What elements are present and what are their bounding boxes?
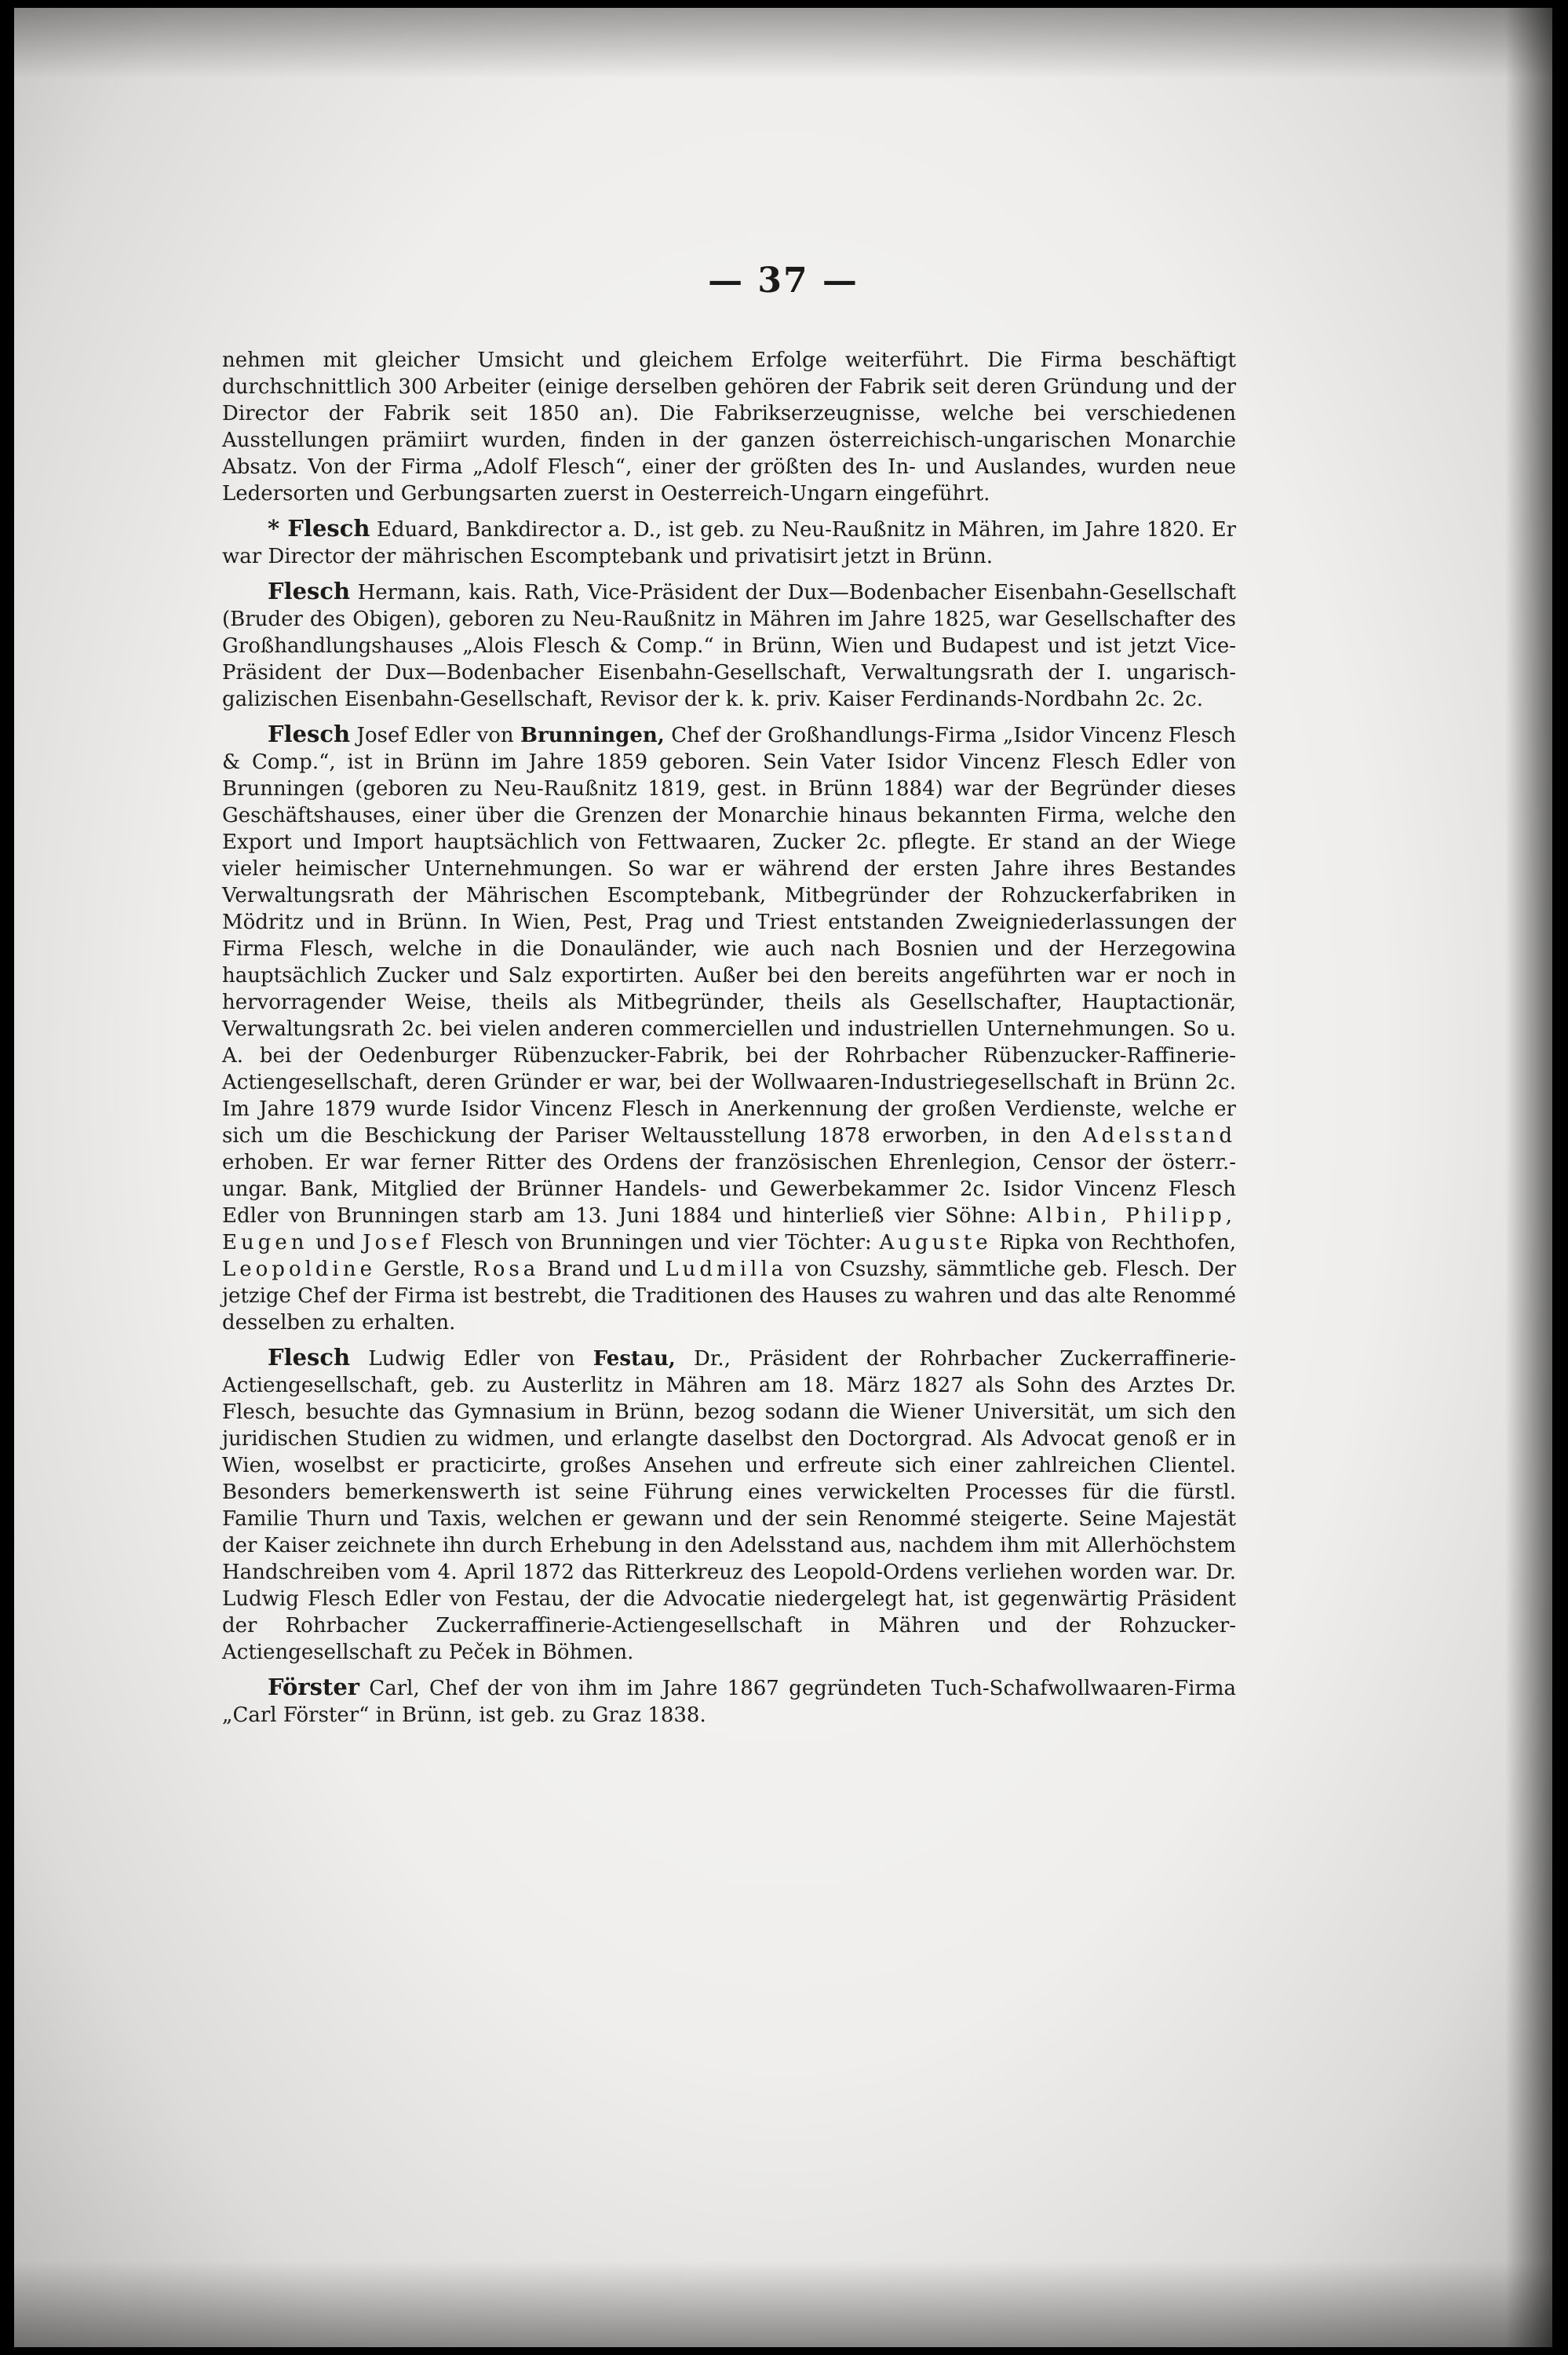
entry-text: Ludwig Edler von bbox=[368, 1347, 593, 1371]
spaced-word: Albin, Philipp, Eugen bbox=[222, 1204, 1236, 1254]
entry-text: Brand und bbox=[539, 1258, 665, 1281]
scan-shadow-top bbox=[14, 8, 1552, 78]
entry-text: Josef Edler von bbox=[356, 724, 520, 747]
scan-shadow-bottom bbox=[14, 2261, 1552, 2347]
entry-name: Förster bbox=[268, 1674, 360, 1700]
entry-name: * Flesch bbox=[268, 515, 370, 542]
text-body bbox=[222, 347, 1236, 1736]
entry-text: Carl, Chef der von ihm im Jahre 1867 gegründeten Tuch-Schafwollwaaren-Firma „Carl Förster“ in Brünn, ist geb. zu Graz 1838. bbox=[222, 1677, 1236, 1727]
entry-text: erhoben. Er war ferner Ritter des Ordens der französischen Ehrenlegion, Censor der österr.-ungar. Bank, Mitglied der Brünner Handels- und Gewerbekammer 2c. Isidor Vincenz Flesch Edler von Brunningen starb am 13. Juni 1884 und hinterließ vier Söhne: bbox=[222, 1151, 1236, 1228]
entry-text: Flesch von Brunningen und vier Töchter: bbox=[432, 1231, 880, 1254]
entry-text: Eduard, Bankdirector a. D., ist geb. zu Neu-Raußnitz in Mähren, im Jahre 1820. Er war Director der mährischen Escomptebank und privatisirt jetzt in Brünn. bbox=[222, 518, 1237, 568]
entry-name: Flesch bbox=[268, 721, 351, 747]
spaced-word: Adelsstand bbox=[1082, 1124, 1236, 1148]
spaced-word: Rosa bbox=[473, 1258, 540, 1281]
entry-carl-foerster bbox=[222, 1674, 1236, 1729]
entry-title-name: Festau, bbox=[593, 1347, 676, 1371]
scan-shadow-right bbox=[1505, 8, 1552, 2347]
entry-text: Chef der Großhandlungs-Firma „Isidor Vincenz Flesch & Comp.“, ist in Brünn im Jahre 1859 geboren. Sein Vater Isidor Vincenz Flesch Edler von Brunningen (geboren zu Neu-Raußnitz 1819, gest. in Brünn 1884) war der Begründer dieses Geschäftshauses, einer über die Grenzen der Monarchie hinaus bekannten Firma, welche den Export und Import hauptsächlich von Fettwaaren, Zucker 2c. pflegte. Er stand an der Wiege vieler heimischer Unternehmungen. So war er während der ersten Jahre ihres Bestandes Verwaltungsrath der Mährischen Escomptebank, Mitbegründer der Rohzuckerfabriken in Mödritz und in Brünn. In Wien, Pest, Prag und Triest entstanden Zweigniederlassungen der Firma Flesch, welche in die Donauländer, wie auch nach Bosnien und der Herzegowina hauptsächlich Zucker und Salz exportirten. Außer bei den bereits angeführten war er noch in hervorragender Weise, theils als Mitbegründer, theils als Gesellschafter, Hauptactionär, Verwaltungsrath 2c. bei vielen anderen commerciellen und industriellen Unternehmungen. So u. A. bei der Oedenburger Rübenzucker-Fabrik, bei der Rohrbacher Rübenzucker-Raffinerie-Actiengesellschaft, deren Gründer er war, bei der Wollwaaren-Industriegesellschaft in Brünn 2c. Im Jahre 1879 wurde Isidor Vincenz Flesch in Anerkennung der großen Verdienste, welche er sich um die Beschickung der Pariser Weltausstellung 1878 erworben, in den bbox=[222, 724, 1236, 1148]
scanned-page bbox=[14, 8, 1552, 2347]
spaced-word: Ludmilla bbox=[665, 1258, 788, 1281]
page-number: — 37 — bbox=[708, 261, 859, 301]
continuation-paragraph: nehmen mit gleicher Umsicht und gleichem Erfolge weiterführt. Die Firma beschäftigt durchschnittlich 300 Arbeiter (einige derselben gehören der Fabrik seit deren Gründung und der Director der Fabrik seit 1850 an). Die Fabrikserzeugnisse, welche bei verschiedenen Ausstellungen prämiirt wurden, finden in der ganzen österreichisch-ungarischen Monarchie Absatz. Von der Firma „Adolf Flesch“, einer der größten des In- und Auslandes, wurden neue Ledersorten und Gerbungsarten zuerst in Oesterreich-Ungarn eingeführt. bbox=[222, 349, 1236, 506]
spaced-word: Josef bbox=[363, 1231, 433, 1254]
spaced-word: Auguste bbox=[879, 1231, 992, 1254]
entry-title-name: Brunningen, bbox=[520, 724, 665, 747]
entry-text: Gerstle, bbox=[376, 1258, 474, 1281]
entry-text: Dr., Präsident der Rohrbacher Zuckerraffinerie-Actiengesellschaft, geb. zu Austerlitz in Mähren am 18. März 1827 als Sohn des Arztes Dr. Flesch, besuchte das Gymnasium in Brünn, bezog sodann die Wiener Universität, um sich den juridischen Studien zu widmen, und erlangte daselbst den Doctorgrad. Als Advocat genoß er in Wien, woselbst er practicirte, großes Ansehen und erfreute sich einer zahlreichen Clientel. Besonders bemerkenswerth ist seine Führung eines verwickelten Processes für die fürstl. Familie Thurn und Taxis, welchen er gewann und der sein Renommé steigerte. Seine Majestät der Kaiser zeichnete ihn durch Erhebung in den Adelsstand aus, nachdem ihm mit Allerhöchstem Handschreiben vom 4. April 1872 das Ritterkreuz des Leopold-Ordens verliehen worden war. Dr. Ludwig Flesch Edler von Festau, der die Advocatie niedergelegt hat, ist gegenwärtig Präsident der Rohrbacher Zuckerraffinerie-Actiengesellschaft in Mähren und der Rohzucker-Actiengesellschaft zu Peček in Böhmen. bbox=[222, 1347, 1236, 1664]
entry-name: Flesch bbox=[268, 1344, 351, 1371]
entry-name: Flesch bbox=[268, 578, 351, 604]
entry-hermann-flesch bbox=[222, 578, 1236, 713]
entry-text: und bbox=[308, 1231, 363, 1254]
spaced-word: Leopoldine bbox=[222, 1258, 377, 1281]
entry-ludwig-flesch bbox=[222, 1344, 1236, 1666]
entry-eduard-flesch bbox=[222, 515, 1236, 570]
entry-text: Ripka von Rechthofen, bbox=[991, 1231, 1236, 1254]
entry-text: von Csuzshy, sämmtliche geb. Flesch. Der jetzige Chef der Firma ist bestrebt, die Traditionen des Hauses zu wahren und das alte Renommé desselben zu erhalten. bbox=[222, 1258, 1236, 1334]
entry-josef-flesch bbox=[222, 721, 1236, 1336]
entry-text: Hermann, kais. Rath, Vice-Präsident der Dux—Bodenbacher Eisenbahn-Gesellschaft (Bruder des Obigen), geboren zu Neu-Raußnitz in Mähren im Jahre 1825, war Gesellschafter des Großhandlungshauses „Alois Flesch & Comp.“ in Brünn, Wien und Budapest und ist jetzt Vice-Präsident der Dux—Bodenbacher Eisenbahn-Gesellschaft, Verwaltungsrath der I. ungarisch-galizischen Eisenbahn-Gesellschaft, Revisor der k. k. priv. Kaiser Ferdinands-Nordbahn 2c. 2c. bbox=[222, 581, 1236, 711]
